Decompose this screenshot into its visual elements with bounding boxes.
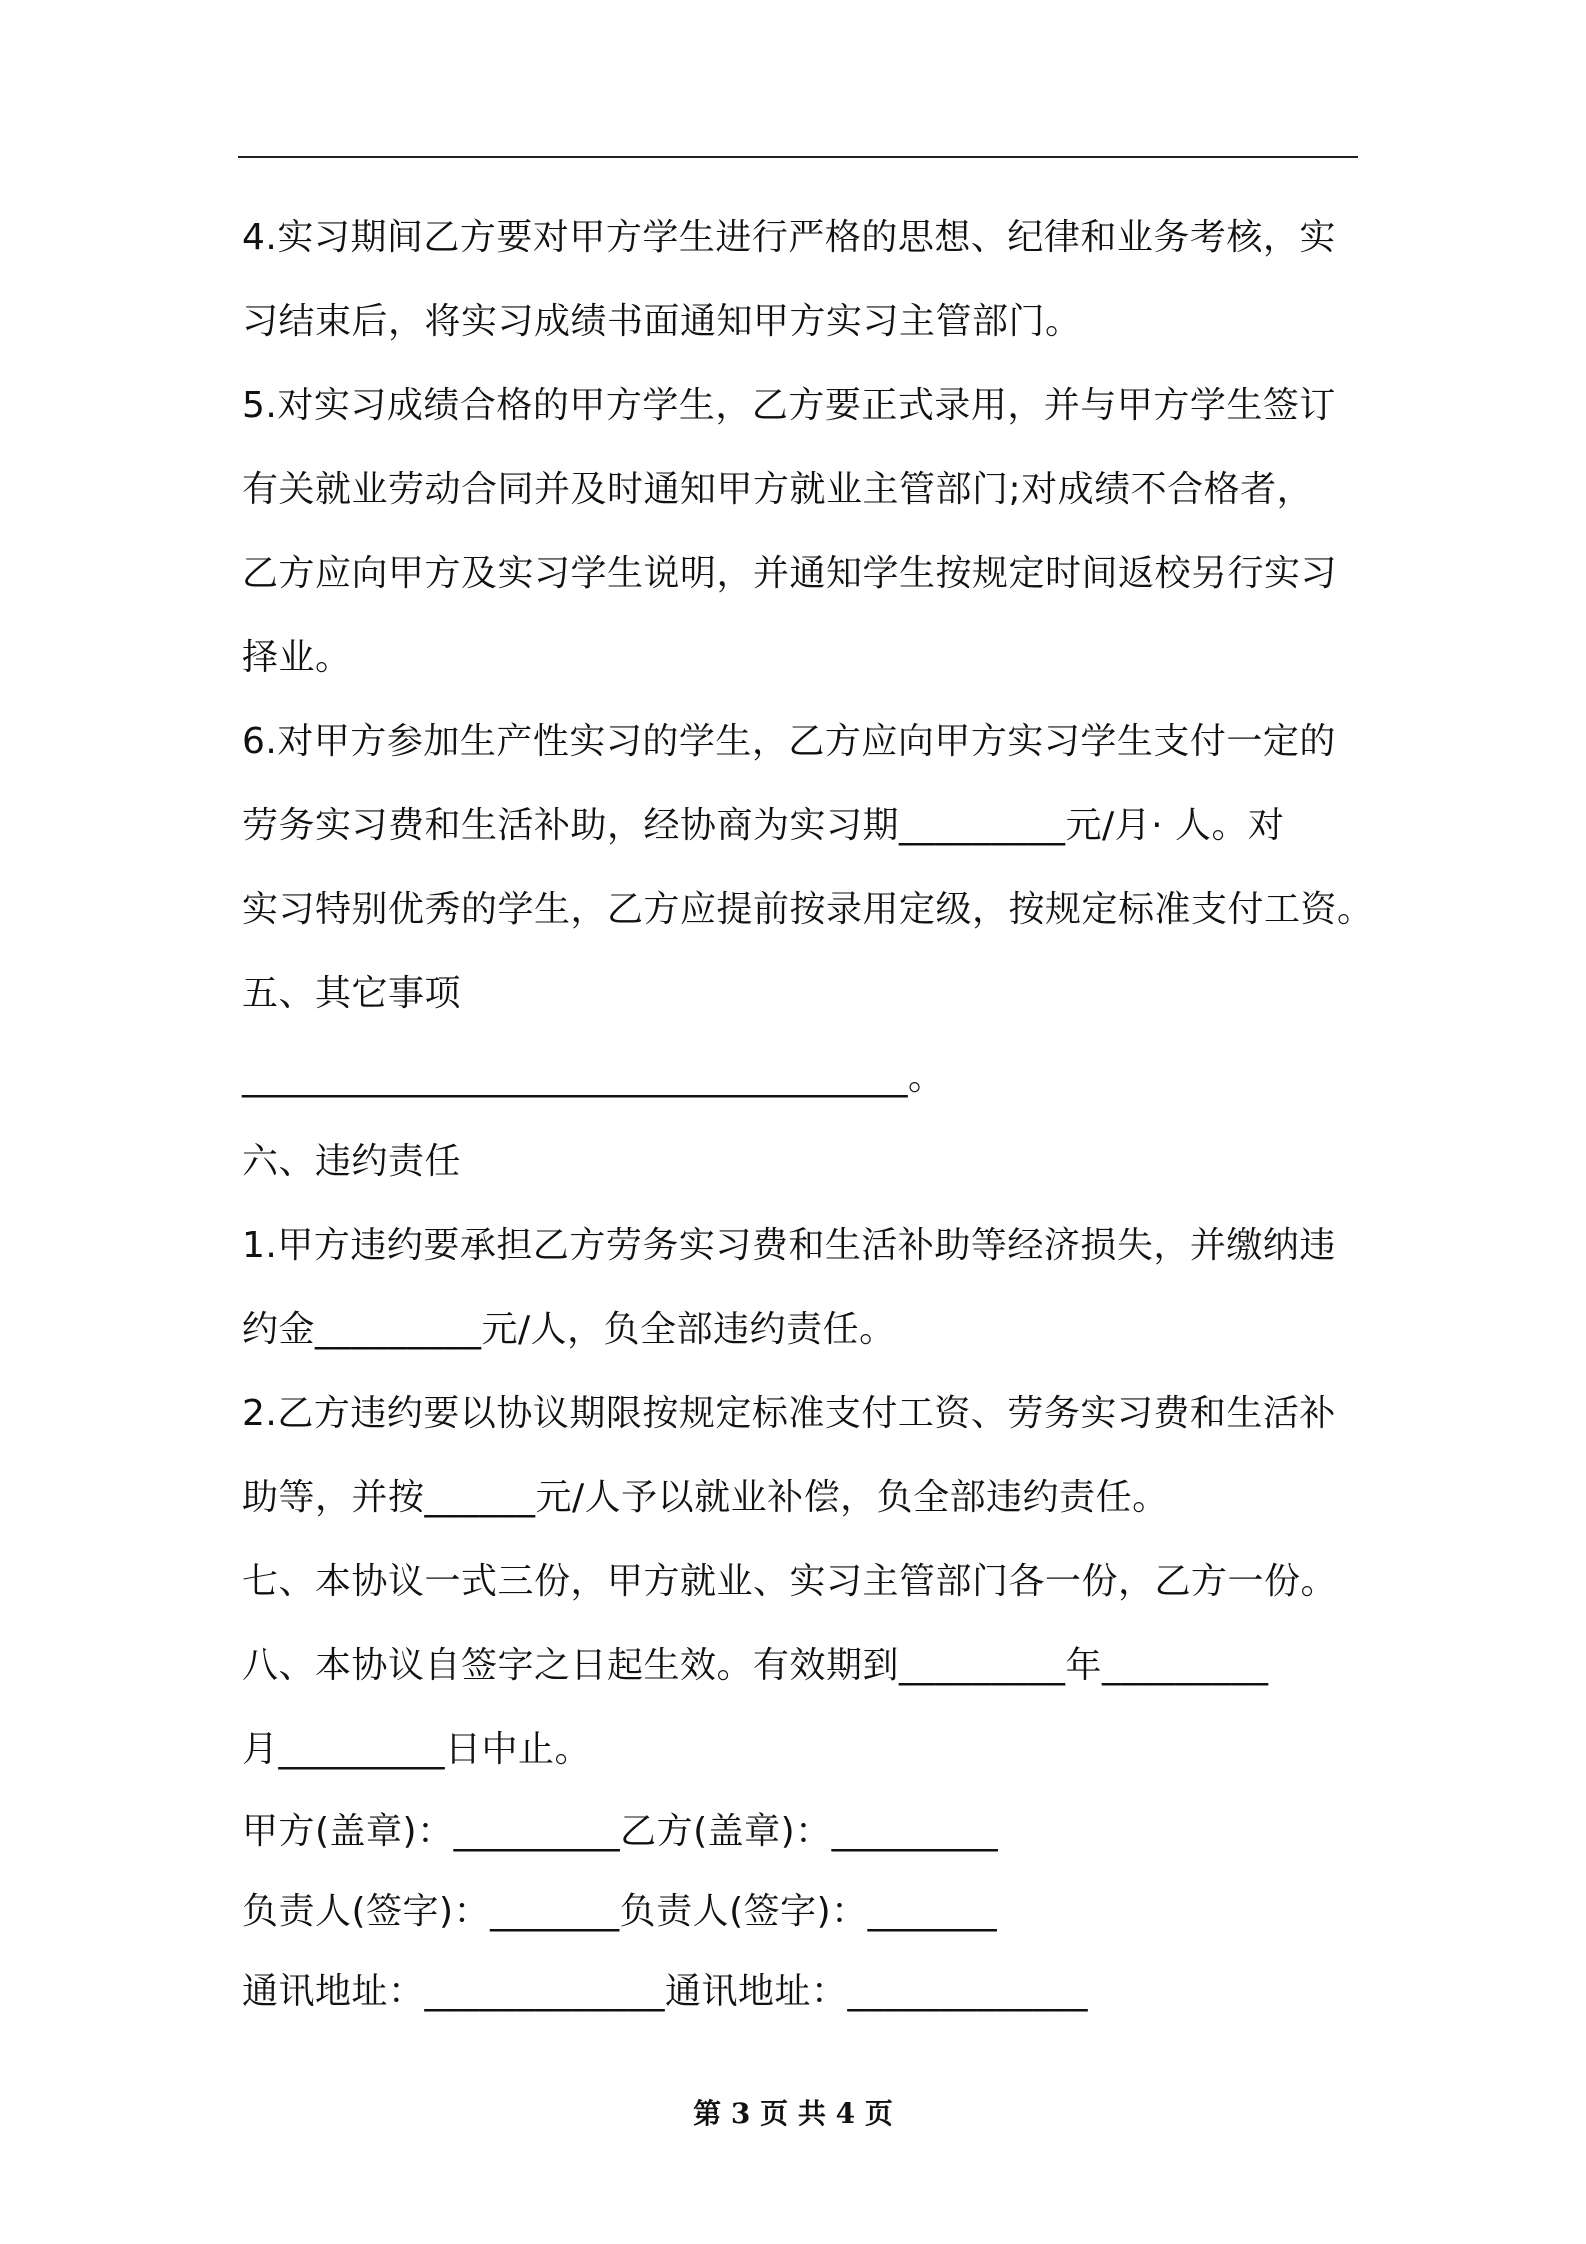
section-7: 七、本协议一式三份，甲方就业、实习主管部门各一份，乙方一份。 [242,1561,1338,1602]
clause-5-line-3: 乙方应向甲方及实习学生说明，并通知学生按规定时间返校另行实习 [242,553,1338,594]
clause-6-line-3: 实习特别优秀的学生，乙方应提前按录用定级，按规定标准支付工资。 [242,889,1374,930]
clause-4-line-1: 4.实习期间乙方要对甲方学生进行严格的思想、纪律和业务考核，实 [242,217,1336,258]
section-8-line-1: 八、本协议自签字之日起生效。有效期到_________年_________ [242,1645,1269,1686]
penalty-2-line-1: 2.乙方违约要以协议期限按规定标准支付工资、劳务实习费和生活补 [242,1393,1336,1434]
clause-6-line-2: 劳务实习费和生活补助，经协商为实习期_________元/月· 人。对 [242,805,1285,846]
penalty-1-line-2: 约金_________元/人，负全部违约责任。 [242,1309,896,1350]
penalty-1-line-1: 1.甲方违约要承担乙方劳务实习费和生活补助等经济损失，并缴纳违 [242,1225,1336,1266]
section-8-line-2: 月_________日中止。 [242,1729,592,1770]
signature-seal-line: 甲方(盖章)：_________乙方(盖章)：_________ [242,1811,999,1852]
penalty-2-line-2: 助等，并按______元/人予以就业补偿，负全部违约责任。 [242,1477,1169,1518]
header-rule [238,156,1358,158]
signature-person-line: 负责人(签字)：_______负责人(签字)：_______ [242,1891,998,1932]
page-number: 第 3 页 共 4 页 [693,2097,893,2130]
clause-5-line-2: 有关就业劳动合同并及时通知甲方就业主管部门;对成绩不合格者， [242,469,1314,510]
clause-4-line-2: 习结束后，将实习成绩书面通知甲方实习主管部门。 [242,301,1082,342]
clause-5-line-1: 5.对实习成绩合格的甲方学生，乙方要正式录用，并与甲方学生签订 [242,385,1336,426]
section-5-blank: ____________________________________。 [242,1057,945,1098]
clause-6-line-1: 6.对甲方参加生产性实习的学生，乙方应向甲方实习学生支付一定的 [242,721,1336,762]
clause-5-line-4: 择业。 [242,637,352,678]
section-6-heading: 六、违约责任 [242,1141,462,1182]
section-5-heading: 五、其它事项 [242,973,462,1014]
document-body [242,196,1374,2032]
signature-address-line: 通讯地址：_____________通讯地址：_____________ [242,1971,1089,2012]
